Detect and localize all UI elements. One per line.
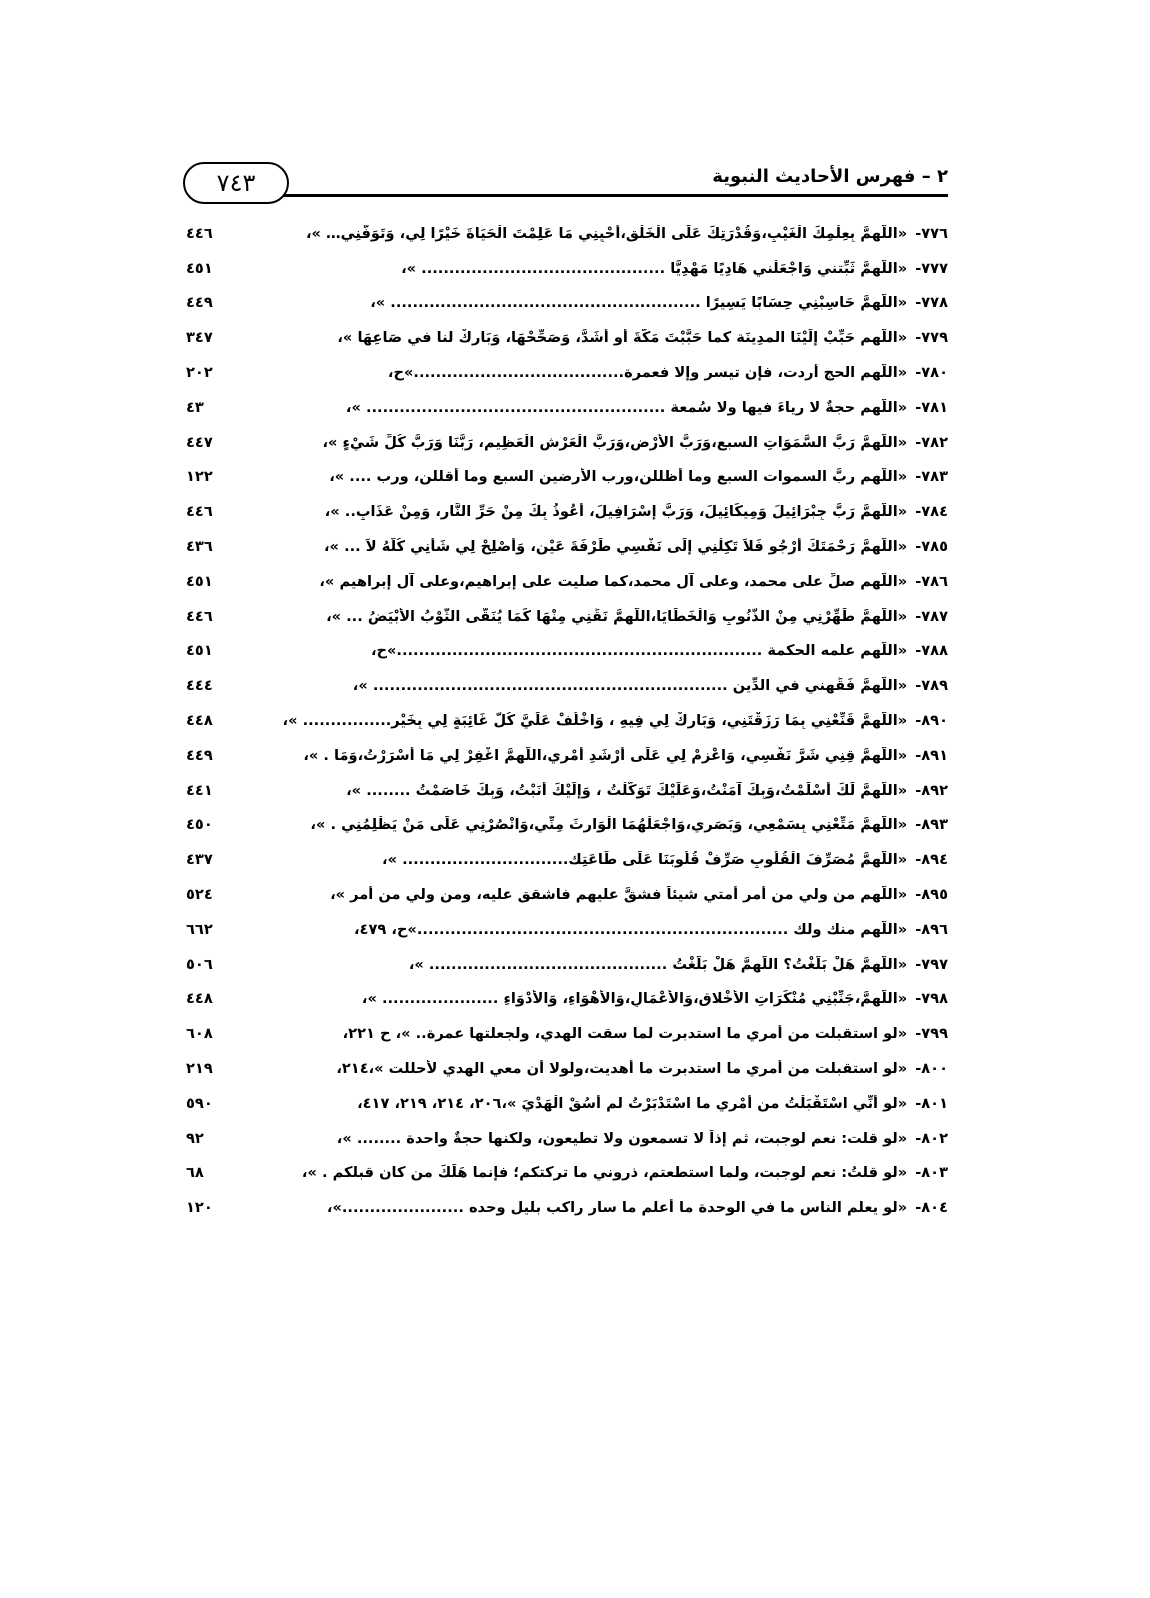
index-entry xyxy=(186,251,948,286)
chapter-title: ٢ – فهرس الأحاديث النبوية xyxy=(712,166,948,187)
entry-page-ref: ٤٤٨ xyxy=(186,990,213,1008)
index-entry xyxy=(186,703,948,738)
index-entry xyxy=(186,1121,948,1156)
entry-text: «اللَّهمَّ رَبَّ السَّمَوَاتِ السبع،وَرَبَّ الأَرْضِ،وَرَبَّ الْعَرْشِ الْعَظِيمِ، رَبَّنَا وَرَبَّ كُلِّ شَيْءٍ »، xyxy=(322,433,908,451)
entry-text: «اللَّهمَّ قَنِّعْنِي بِمَا رَزَقْتَنِي، وَبَارِكْ لِي فِيهِ ، وَاخْلُفْ عَلَيَّ كُلَّ غَائِبَةٍ لِي بِخَيْرٍ................ »، xyxy=(282,712,908,730)
index-entry xyxy=(186,738,948,773)
entry-number: ٨٠٢- xyxy=(915,1129,948,1147)
entry-page-ref: ١٢٢ xyxy=(186,468,213,486)
entry-text: «اللَّهم علمه الحكمة ..................................................................»ح، xyxy=(370,642,908,660)
entry-page-ref: ٤٣٧ xyxy=(186,851,213,869)
entry-text: «لو استقبلت من أمري ما استدبرت لما سقت الهدي، ولجعلتها عمرة.. »، ح ٢٢١، xyxy=(342,1025,908,1043)
entry-number: ٧٨٢- xyxy=(915,433,948,451)
entry-number: ٧٨٩- xyxy=(915,677,948,695)
index-entry xyxy=(186,1051,948,1086)
entry-number: ٧٨٣- xyxy=(915,468,948,486)
entry-page-ref: ٤٥٠ xyxy=(186,816,213,834)
index-entry xyxy=(186,634,948,669)
entry-page-ref: ٤٤٦ xyxy=(186,607,213,625)
entry-page-ref: ٤٥١ xyxy=(186,259,213,277)
entry-page-ref: ٢٠٢ xyxy=(186,364,213,382)
entry-text: «اللَّهم صلِّ على محمد، وعلى آل محمد،كما صليت على إبراهيم،وعلى آل إبراهيم »، xyxy=(319,572,908,590)
entry-text: «لو يعلم الناس ما في الوحدة ما أعلم ما سار راكب بليل وحده ......................»، xyxy=(326,1199,908,1217)
entry-page-ref: ٤٣ xyxy=(186,398,204,416)
entry-text: «اللَّهمَّ هَلْ بَلَّغْتُ؟ اللَّهمَّ هَلْ بَلَّغْتُ ........................................... »، xyxy=(408,955,908,973)
entry-text: «اللَّهم من ولي من أمر أمتي شيئاً فشقَّ عليهم فاشقق عليه، ومن ولي من أمر »، xyxy=(330,886,908,904)
index-entry xyxy=(186,877,948,912)
entry-number: ٧٨٥- xyxy=(915,538,948,556)
entry-text: «لو أَنِّي اسْتَقْبَلْتُ من أَمْرِي ما اسْتَدْبَرْتُ لم أَسُقْ الْهَدْيَ »،٢٠٦، ٢١٤، ٢١٩، ٤١٧، xyxy=(357,1094,908,1112)
entry-page-ref: ٤٤٩ xyxy=(186,294,213,312)
entry-number: ٧٩٧- xyxy=(915,955,948,973)
entry-text: «لو قلت: نعم لوجبت، ثم إذاً لا تسمعون ولا تطيعون، ولكنها حجةٌ واحدة ........ »، xyxy=(336,1129,908,1147)
index-entry xyxy=(186,564,948,599)
entry-page-ref: ٢١٩ xyxy=(186,1060,213,1078)
entry-page-ref: ٤٤٧ xyxy=(186,433,213,451)
entry-number: ٨٩٦- xyxy=(915,920,948,938)
index-entry xyxy=(186,1156,948,1191)
entry-number: ٧٨٠- xyxy=(915,364,948,382)
entry-number: ٨٩٠- xyxy=(915,712,948,730)
entry-number: ٨٩٤- xyxy=(915,851,948,869)
header-rule xyxy=(268,194,948,197)
index-entry xyxy=(186,286,948,321)
index-entry xyxy=(186,599,948,634)
entry-text: «لو استقبلت من أمري ما استدبرت ما أهديت،ولولا أن معي الهدي لأحللت »،٢١٤، xyxy=(336,1060,908,1078)
entry-text: «اللَّهم ربَّ السموات السبع وما أظللن،ورب الأرضين السبع وما أقللن، ورب .... »، xyxy=(329,468,908,486)
index-entry xyxy=(186,355,948,390)
entry-text: «اللَّهمَّ ثَبِّتني وَاجْعَلْني هَادِيًا مَهْدِيًّا ............................................ »، xyxy=(401,259,908,277)
entry-number: ٧٧٩- xyxy=(915,329,948,347)
entry-number: ٨٠٠- xyxy=(915,1060,948,1078)
entry-number: ٧٩٨- xyxy=(915,990,948,1008)
index-entry xyxy=(186,425,948,460)
entry-number: ٧٩٩- xyxy=(915,1025,948,1043)
index-entry xyxy=(186,390,948,425)
entry-text: «اللَّهم حجةٌ لا رياءَ فيها ولا سُمعة ...................................................... »، xyxy=(345,398,908,416)
entry-text: «اللَّهم حَبِّبْ إِلَيْنَا المدِينَة كما حَبَّبْتَ مَكَّةَ أو أَشَدَّ، وَصَحِّحْهَا، وَبَارِكْ لنا في صَاعِهَا »، xyxy=(337,329,908,347)
index-entry xyxy=(186,808,948,843)
entry-number: ٧٨٧- xyxy=(915,607,948,625)
index-entry xyxy=(186,947,948,982)
index-entry xyxy=(186,668,948,703)
entry-page-ref: ٤٥١ xyxy=(186,572,213,590)
entry-text: «اللَّهم منك ولك ...................................................................»ح، ٤٧٩، xyxy=(354,920,908,938)
entry-number: ٧٨٤- xyxy=(915,503,948,521)
entry-page-ref: ٦٨ xyxy=(186,1164,204,1182)
entry-page-ref: ٤٤٩ xyxy=(186,746,213,764)
entry-number: ٨٩٢- xyxy=(915,781,948,799)
entry-number: ٧٨٨- xyxy=(915,642,948,660)
entry-text: «اللَّهمَّ فَقِّهني في الدِّينِ ................................................................ »، xyxy=(352,677,908,695)
entry-text: «اللَّهم الحج أردت، فإن تيسر وإلا فعمرة......................................»ح، xyxy=(387,364,908,382)
entry-page-ref: ٤٥١ xyxy=(186,642,213,660)
index-entry xyxy=(186,1190,948,1225)
entry-text: «اللَّهمَّ طَهِّرْنِي مِنْ الذُّنُوبِ وَالْخَطَايَا،اللَّهمَّ نَقِّنِي مِنْهَا كَمَا يُنَقَّى الثَّوْبُ الأَبْيَضُ ... »، xyxy=(326,607,908,625)
entry-number: ٧٧٦- xyxy=(915,224,948,242)
index-entry xyxy=(186,773,948,808)
index-entry xyxy=(186,1016,948,1051)
entry-text: «اللَّهمَّ مُصَرِّفَ الْقُلُوبِ صَرِّفْ قُلُوبَنَا عَلَى طَاعَتِك.............................. »، xyxy=(382,851,908,869)
entry-page-ref: ٣٤٧ xyxy=(186,329,213,347)
entry-number: ٧٧٨- xyxy=(915,294,948,312)
entry-page-ref: ٥٩٠ xyxy=(186,1094,213,1112)
entry-text: «لو قلتُ: نعم لوجبت، ولما استطعتم، ذروني ما تركتكم؛ فإنما هَلَكَ من كان قبلكم . »، xyxy=(301,1164,908,1182)
entry-page-ref: ٤٤٦ xyxy=(186,224,213,242)
entry-page-ref: ٥٠٦ xyxy=(186,955,213,973)
entry-page-ref: ٦٦٢ xyxy=(186,920,213,938)
entry-number: ٨٩٥- xyxy=(915,886,948,904)
index-entry xyxy=(186,494,948,529)
entry-text: «اللَّهمَّ لَكَ أَسْلَمْتُ،وَبِكَ آمَنْتُ،وَعَلَيْكَ تَوَكَّلْتُ ، وَإِلَيْكَ أَنَبْتُ، وَبِكَ خَاصَمْتُ ........ »، xyxy=(346,781,908,799)
index-entry xyxy=(186,912,948,947)
entry-page-ref: ٦٠٨ xyxy=(186,1025,213,1043)
page-number-badge: ٧٤٣ xyxy=(183,162,289,204)
entry-page-ref: ١٢٠ xyxy=(186,1199,213,1217)
entry-text: «اللَّهمَّ،جَنِّبْنِي مُنْكَرَاتِ الأَخْلاقِ،وَالأَعْمَالِ،وَالأَهْوَاءِ، وَالأَدْوَاءِ ..................... »، xyxy=(361,990,908,1008)
index-entry xyxy=(186,216,948,251)
entry-text: «اللَّهمَّ حَاسِبْنِي حِسَابًا يَسِيرًا ........................................................ »، xyxy=(370,294,908,312)
entry-number: ٨٠٤- xyxy=(915,1199,948,1217)
entry-number: ٧٨٦- xyxy=(915,572,948,590)
entry-number: ٧٨١- xyxy=(915,398,948,416)
entry-text: «اللَّهمَّ رَبَّ جِبْرَائِيلَ وَمِيكَائِيلَ، وَرَبَّ إِسْرَافِيلَ، أَعُوذُ بِكَ مِنْ حَرِّ النَّارِ، وَمِنْ عَذَابِ.. »، xyxy=(324,503,908,521)
entry-text: «اللَّهمَّ بِعِلْمِكَ الْغَيْبِ،وَقُدْرَتِكَ عَلَى الْخَلْقِ،أَحْيِنِي مَا عَلِمْتَ الْحَيَاةَ خَيْرًا لِي، وَتَوَفَّنِي… »، xyxy=(305,224,908,242)
entry-text: «اللَّهمَّ مَتِّعْنِي بِسَمْعِي، وَبَصَرِي،وَاجْعَلْهُمَا الْوَارِثَ مِنِّي،وَانْصُرْنِي عَلَى مَنْ يَظْلِمُنِي . »، xyxy=(310,816,908,834)
entry-text: «اللَّهمَّ قِنِي شَرَّ نَفْسِي، وَاعْزِمْ لِي عَلَى أَرْشَدِ أَمْرِي،اللَّهمَّ اغْفِرْ لِي مَا أَسْرَرْتُ،وَمَا . »، xyxy=(303,746,908,764)
entry-number: ٧٧٧- xyxy=(915,259,948,277)
index-entry xyxy=(186,529,948,564)
entry-text: «اللَّهمَّ رَحْمَتَكَ أَرْجُو فَلاَ تَكِلْنِي إِلَى نَفْسِي طَرْفَةَ عَيْنٍ، وَأَصْلِحْ لِي شَأْنِي كُلَّهُ لاَ ... »، xyxy=(324,538,908,556)
entry-number: ٨٠١- xyxy=(915,1094,948,1112)
entry-page-ref: ٤٣٦ xyxy=(186,538,213,556)
index-entry xyxy=(186,1086,948,1121)
hadith-index-list xyxy=(186,216,948,1225)
entry-page-ref: ٥٢٤ xyxy=(186,886,213,904)
entry-number: ٨٠٣- xyxy=(915,1164,948,1182)
index-entry xyxy=(186,982,948,1017)
entry-number: ٨٩٣- xyxy=(915,816,948,834)
index-entry xyxy=(186,842,948,877)
entry-page-ref: ٤٤٤ xyxy=(186,677,213,695)
entry-page-ref: ٤٤٨ xyxy=(186,712,213,730)
entry-number: ٨٩١- xyxy=(915,746,948,764)
page-header xyxy=(183,158,948,206)
index-entry xyxy=(186,460,948,495)
entry-page-ref: ٩٢ xyxy=(186,1129,204,1147)
entry-page-ref: ٤٤١ xyxy=(186,781,213,799)
index-entry xyxy=(186,320,948,355)
entry-page-ref: ٤٤٦ xyxy=(186,503,213,521)
